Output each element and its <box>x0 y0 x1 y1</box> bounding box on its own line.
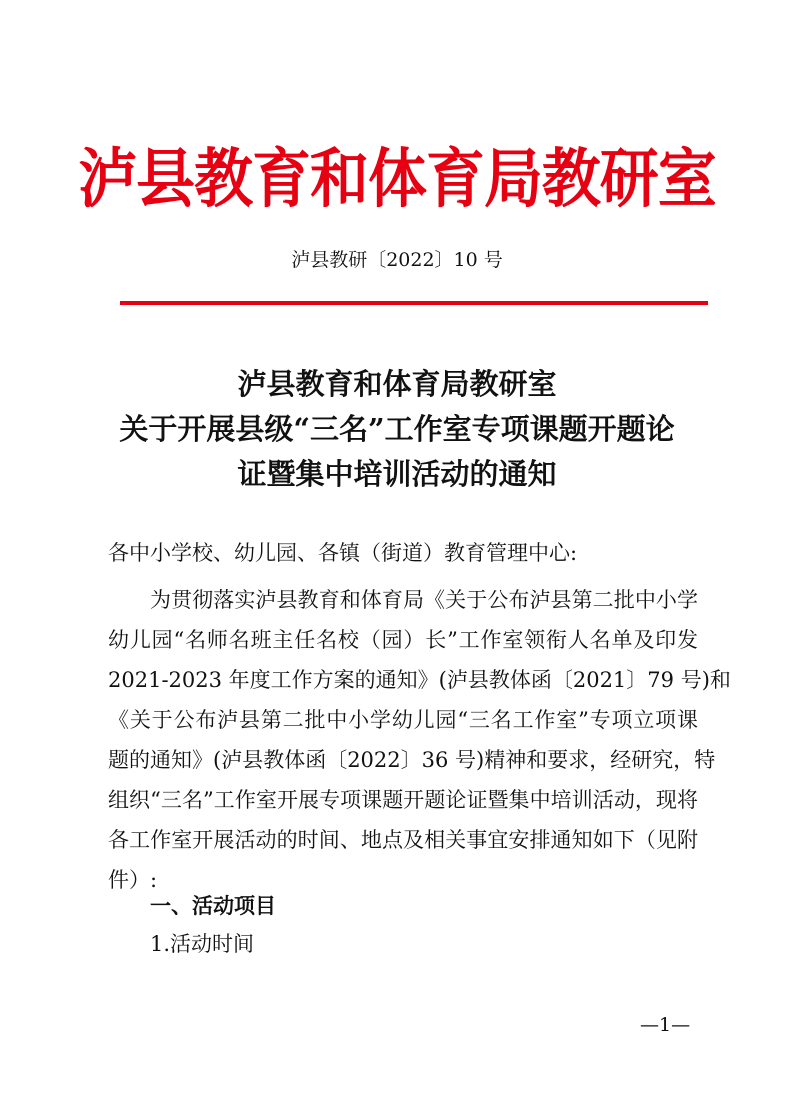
paragraph-line: 各工作室开展活动的时间、地点及相关事宜安排通知如下（见附 <box>108 828 698 852</box>
section-heading: 一、活动项目 <box>150 894 276 918</box>
document-title <box>0 362 794 497</box>
page-number: —1— <box>640 1014 691 1036</box>
paragraph-line: 幼儿园“名师名班主任名校（园）长”工作室领衔人名单及印发 <box>108 628 698 652</box>
document-title-line: 关于开展县级“三名”工作室专项课题开题论 <box>119 412 675 446</box>
paragraph-line: 《关于公布泸县第二批中小学幼儿园“三名工作室”专项立项课 <box>108 708 698 732</box>
document-number: 泸县教研〔2022〕10 号 <box>291 249 503 271</box>
paragraph-line: 组织“三名”工作室开展专项课题开题论证暨集中培训活动，现将 <box>108 788 698 812</box>
paragraph-line: 为贯彻落实泸县教育和体育局《关于公布泸县第二批中小学 <box>150 588 698 612</box>
body-paragraph <box>108 580 731 900</box>
red-separator-line <box>120 301 708 305</box>
paragraph-line: 题的通知》(泸县教体函〔2022〕36 号)精神和要求，经研究，特 <box>108 748 716 772</box>
issuing-authority-header: 泸县教育和体育局教研室 <box>78 143 716 217</box>
paragraph-line: 2021-2023 年度工作方案的通知》(泸县教体函〔2021〕79 号)和 <box>108 668 731 692</box>
salutation: 各中小学校、幼儿园、各镇（街道）教育管理中心: <box>108 541 578 565</box>
document-title-line: 证暨集中培训活动的通知 <box>237 457 557 491</box>
sub-heading: 1.活动时间 <box>150 932 255 956</box>
document-title-line: 泸县教育和体育局教研室 <box>237 367 557 401</box>
paragraph-line: 件）: <box>108 868 158 892</box>
